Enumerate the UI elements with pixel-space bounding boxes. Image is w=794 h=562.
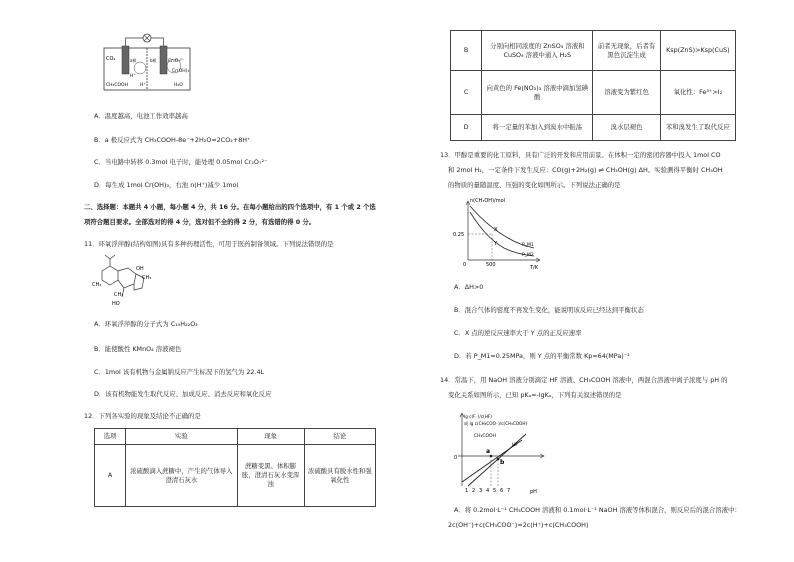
q14-stem-line2: 变化关系如图所示，已知 pKₐ=-lgKₐ，下列有关叙述错误的是 bbox=[448, 391, 622, 399]
table-cell-conclusion: Ksp(ZnS)>Ksp(CuS) bbox=[660, 31, 735, 71]
q13-point-y: Y bbox=[494, 241, 498, 247]
q14-xtick: 4 bbox=[486, 488, 490, 494]
galvanic-cell-diagram bbox=[100, 32, 200, 94]
table-cell-conclusion: 浓硫酸具有脱水性和强氧化性 bbox=[304, 445, 375, 507]
q14-point-b: b bbox=[500, 459, 505, 466]
table-row bbox=[95, 429, 376, 445]
q12-table-left bbox=[94, 428, 376, 507]
table-cell-phenomenon: 溶液变为紫红色 bbox=[593, 71, 660, 115]
table-cell-phenomenon: 蔗糖变黑、体积膨胀，澄清石灰水变浑浊 bbox=[237, 445, 304, 507]
q13-point-x: X bbox=[494, 227, 498, 233]
q13-stem-line2: 和 2mol H₂，一定条件下发生反应：CO(g)+2H₂(g) ⇌ CH₃OH(g) ΔH。实验测得平衡时 CH₃OH bbox=[448, 166, 723, 174]
q13-graph-ytick: 0.25 bbox=[453, 232, 465, 238]
table-cell-phenomenon: 前者无现象，后者有黑色沉淀生成 bbox=[593, 31, 660, 71]
q13-curve1-label: P_M1 bbox=[522, 243, 534, 248]
cell-label-h-plus-bottom: H⁺ bbox=[140, 83, 146, 88]
table-cell-option: D bbox=[451, 115, 482, 141]
table-cell-experiment: 浓硫酸滴入蔗糖中，产生的气体导入澄清石灰水 bbox=[126, 445, 237, 507]
q11-label-ch3-left: CH₃ bbox=[92, 282, 102, 288]
cell-label-acetate: CH₃COOH bbox=[106, 83, 128, 88]
q13-stem-line1: 13．甲醇是重要的化工原料，具有广泛的开发和应用前景。在体积一定的密闭容器中投入 1mol CO bbox=[440, 151, 721, 159]
table-header-phenomenon: 现象 bbox=[237, 429, 304, 445]
cell-label-cr-right: Cr(OH)₃ bbox=[172, 69, 190, 74]
cell-label-electrode-b: b极 bbox=[150, 58, 157, 63]
cell-label-cr-left: Cr₂O₇²⁻ bbox=[168, 59, 185, 64]
q14-option-a-line2: 2c(OH⁻)+c(CH₃COO⁻)=2c(H⁺)+c(CH₃COOH) bbox=[448, 521, 589, 529]
cell-label-h-plus: H⁺ bbox=[130, 74, 136, 79]
q11-option-a: A．环氧浮萍醇的分子式为 C₁₅H₂₂O₂ bbox=[94, 320, 198, 328]
q13-graph bbox=[448, 194, 548, 274]
q14-graph-ylabel2: 或 lg c(CH₃COO⁻)/c(CH₃COOH) bbox=[464, 421, 528, 426]
q10-option-c: C．当电路中转移 0.3mol 电子时，能处理 0.05mol Cr₂O₇²⁻ bbox=[94, 158, 268, 166]
table-cell-conclusion: 苯和溴发生了取代反应 bbox=[660, 115, 735, 141]
q14-xtick: 7 bbox=[507, 488, 511, 494]
table-row bbox=[451, 31, 736, 71]
q14-graph bbox=[446, 404, 556, 496]
table-cell-option: B bbox=[451, 31, 482, 71]
q12-table-right bbox=[450, 30, 736, 141]
section2-header-line2: 项符合题目要求。全部选对的得 4 分，选对但不全的得 2 分，有选错的得 0 分。 bbox=[84, 218, 316, 226]
table-cell-conclusion: 氧化性：Fe³⁺>I₂ bbox=[660, 71, 735, 115]
q14-point-a: a bbox=[486, 448, 491, 455]
cell-label-electrode-a: a极 bbox=[130, 58, 137, 63]
q11-label-ch3-mid: CH₃ bbox=[114, 292, 124, 298]
q13-stem-line3: 的物质的量随温度、压强的变化如图所示。下列说法正确的是 bbox=[448, 181, 621, 189]
q14-graph-origin: 0 bbox=[454, 455, 458, 461]
q14-xtick: 3 bbox=[479, 488, 483, 494]
q11-label-oh-top: OH bbox=[136, 266, 144, 272]
q13-option-b: B．混合气体的密度不再发生变化，能说明该反应已经达到平衡状态 bbox=[454, 306, 644, 314]
q14-xtick: 6 bbox=[500, 488, 504, 494]
q13-graph-origin: 0 bbox=[463, 262, 467, 268]
table-cell-phenomenon: 溴水层褪色 bbox=[593, 115, 660, 141]
table-row bbox=[95, 445, 376, 507]
table-header-experiment: 实验 bbox=[126, 429, 237, 445]
q13-curve2-label: P_M2 bbox=[522, 253, 534, 258]
table-row bbox=[451, 115, 736, 141]
table-header-option: 选项 bbox=[95, 429, 126, 445]
table-cell-option: C bbox=[451, 71, 482, 115]
q11-label-ch3-right: CH₃ bbox=[142, 275, 152, 281]
table-row bbox=[451, 71, 736, 115]
q13-graph-xlabel: T/K bbox=[530, 265, 539, 271]
q13-option-d: D．若 P_M1=0.25MPa，则 Y 点的平衡常数 Kp=64(MPa)⁻² bbox=[454, 352, 630, 360]
table-header-conclusion: 结论 bbox=[304, 429, 375, 445]
q14-xtick: 5 bbox=[493, 488, 497, 494]
q14-graph-xlabel: pH bbox=[530, 489, 537, 495]
q11-option-b: B．能使酸性 KMnO₄ 溶液褪色 bbox=[94, 345, 182, 353]
q11-structure-diagram bbox=[92, 252, 162, 310]
q12-stem: 12．下列各实验的现象及结论不正确的是 bbox=[84, 412, 201, 420]
q14-option-a-line1: A．将 0.2mol·L⁻¹ CH₃COOH 溶液和 0.1mol·L⁻¹ NaOH 溶液等体积混合，则反应后的混合溶液中： bbox=[454, 506, 741, 514]
q11-label-ho: HO bbox=[112, 301, 120, 307]
cell-label-co2: CO₂ bbox=[106, 56, 116, 62]
q14-line1-label: CH₃COOH bbox=[474, 434, 496, 439]
q10-option-a: A．温度越高，电池工作效率越高 bbox=[94, 112, 188, 120]
table-cell-option: A bbox=[95, 445, 126, 507]
section2-header-line1: 二、选择题：本题共 4 小题，每小题 4 分，共 16 分。在每小题给出的四个选项中，有 1 个或 2 个选 bbox=[84, 203, 376, 211]
cell-label-water: H₂O bbox=[174, 83, 183, 88]
q11-option-d: D．该有机物能发生取代反应、加成反应、消去反应和氧化反应 bbox=[94, 390, 272, 398]
q14-line2-label: HF bbox=[512, 443, 518, 448]
q10-option-b: B．a 极反应式为 CH₃COOH-8e⁻+2H₂O=2CO₂+8H⁺ bbox=[94, 136, 251, 144]
q14-graph-ylabel1: lg c(F⁻)/c(HF) bbox=[464, 414, 492, 419]
q11-stem: 11．环氧浮萍醇(结构如图)具有多种药理活性，可用于医药制备领域。下列说法错误的是 bbox=[84, 240, 334, 248]
q13-graph-xtick: 500 bbox=[486, 262, 496, 268]
q14-xtick: 1 bbox=[465, 488, 469, 494]
q13-graph-ylabel: n(CH₃OH)/mol bbox=[470, 198, 506, 204]
q14-stem-line1: 14．常温下，用 NaOH 溶液分别滴定 HF 溶液、CH₃COOH 溶液中，两混合溶液中离子浓度与 pH 的 bbox=[440, 376, 728, 384]
table-cell-experiment: 分别向相同浓度的 ZnSO₄ 溶液和 CuSO₄ 溶液中通入 H₂S bbox=[482, 31, 593, 71]
q13-option-c: C．X 点的逆反应速率大于 Y 点的正反应速率 bbox=[454, 329, 582, 337]
table-cell-experiment: 向黄色的 Fe(NO₃)₃ 溶液中滴加氢碘酸 bbox=[482, 71, 593, 115]
table-cell-experiment: 将一定量的苯加入到溴水中振荡 bbox=[482, 115, 593, 141]
q10-option-d: D．每生成 1mol Cr(OH)₃，右池 n(H⁺)减少 1mol bbox=[94, 181, 239, 189]
q14-xtick: 2 bbox=[472, 488, 476, 494]
q13-option-a: A．ΔH>0 bbox=[454, 283, 484, 291]
q11-option-c: C．1mol 该有机物与金属钠反应产生标况下的氢气为 22.4L bbox=[94, 368, 265, 376]
